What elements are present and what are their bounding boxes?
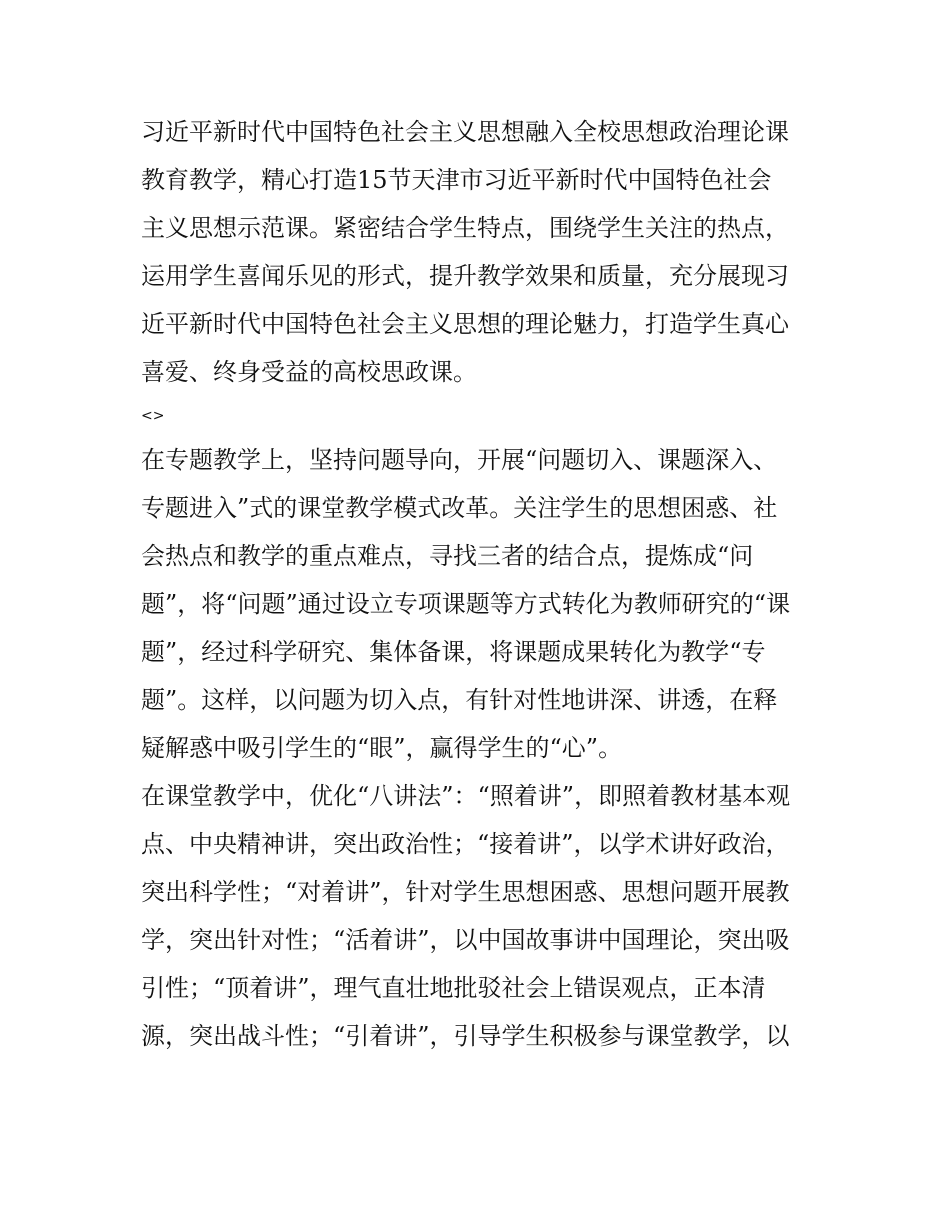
paragraph-line: 疑解惑中吸引学生的“眼”，赢得学生的“心”。: [141, 734, 623, 762]
paragraph-line: 近平新时代中国特色社会主义思想的理论魅力，打造学生真心: [141, 310, 789, 338]
paragraph-line: 在课堂教学中，优化“八讲法”：“照着讲”，即照着教材基本观: [141, 782, 791, 810]
paragraph-3: [141, 772, 821, 1060]
paragraph-line: 运用学生喜闻乐见的形式，提升教学效果和质量，充分展现习: [141, 262, 789, 290]
paragraph-line: 主义思想示范课。紧密结合学生特点，围绕学生关注的热点，: [141, 214, 789, 242]
paragraph-line: 教育教学，精心打造15节天津市习近平新时代中国特色社会: [141, 166, 772, 194]
paragraph-line: 点、中央精神讲，突出政治性；“接着讲”，以学术讲好政治，: [141, 830, 790, 858]
paragraph-line: 喜爱、终身受益的高校思政课。: [141, 358, 477, 386]
paragraph-line: 题”，经过科学研究、集体备课，将课题成果转化为教学“专: [141, 638, 766, 666]
section-marker: <>: [141, 408, 165, 424]
paragraph-line: 源，突出战斗性；“引着讲”，引导学生积极参与课堂教学，以: [141, 1022, 790, 1050]
paragraph-line: 专题进入”式的课堂教学模式改革。关注学生的思想困惑、社: [141, 494, 778, 522]
paragraph-line: 在专题教学上，坚持问题导向，开展“问题切入、课题深入、: [141, 446, 778, 474]
paragraph-line: 会热点和教学的重点难点，寻找三者的结合点，提炼成“问: [141, 542, 754, 570]
paragraph-line: 习近平新时代中国特色社会主义思想融入全校思想政治理论课: [141, 118, 789, 146]
paragraph-line: 题”。这样，以问题为切入点，有针对性地讲深、讲透，在释: [141, 686, 778, 714]
paragraph-1: [141, 108, 821, 396]
paragraph-line: 引性；“顶着讲”，理气直壮地批驳社会上错误观点，正本清: [141, 974, 766, 1002]
paragraph-line: 题”，将“问题”通过设立专项课题等方式转化为教师研究的“课: [141, 590, 791, 618]
paragraph-2: [141, 436, 821, 772]
paragraph-line: 学，突出针对性；“活着讲”，以中国故事讲中国理论，突出吸: [141, 926, 790, 954]
paragraph-line: 突出科学性；“对着讲”，针对学生思想困惑、思想问题开展教: [141, 878, 790, 906]
document-page: [141, 108, 821, 1060]
